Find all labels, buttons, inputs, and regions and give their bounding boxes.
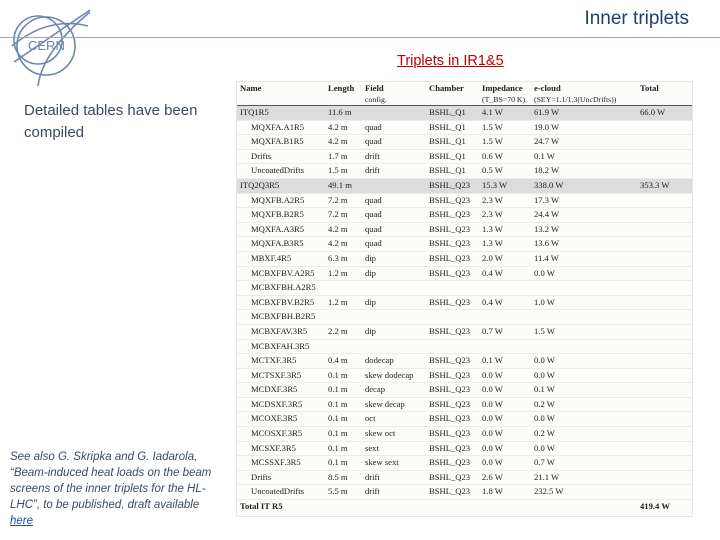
group-row	[237, 106, 692, 121]
table-cell: dip	[362, 295, 426, 310]
table-cell: 0.2 W	[531, 397, 637, 412]
table-cell: 0.1 W	[531, 149, 637, 164]
column-subheader: (SEY=1.1/1.3(UncDrifts))	[531, 94, 637, 106]
table-cell: 1.8 W	[479, 485, 531, 500]
table-cell: BSHL_Q23	[426, 295, 479, 310]
table-row	[237, 441, 692, 456]
note-text: Detailed tables have been compiled	[24, 102, 198, 141]
column-subheader	[426, 94, 479, 106]
table-cell	[637, 310, 692, 325]
footnote-text: See also G. Skripka and G. Iadarola, “Beam-induced heat loads on the beam screens of the inner triplets for the HL-LHC”, to be published, draft available	[10, 451, 212, 511]
table-cell: 5.5 m	[325, 485, 362, 500]
table-cell: MQXFB.A2R5	[237, 193, 325, 208]
draft-link[interactable]: here	[10, 515, 34, 527]
table-cell: 0.0 W	[531, 368, 637, 383]
table-cell: drift	[362, 470, 426, 485]
table-cell	[479, 281, 531, 296]
table-row	[237, 485, 692, 500]
table-row	[237, 120, 692, 135]
table-cell: MCBXFBH.B2R5	[237, 310, 325, 325]
table-cell: 0.4 m	[325, 354, 362, 369]
heat-load-table	[237, 82, 692, 514]
table-row	[237, 383, 692, 398]
table-cell: dodecap	[362, 354, 426, 369]
table-cell: 4.2 m	[325, 237, 362, 252]
table-cell: BSHL_Q23	[426, 441, 479, 456]
table-cell: quad	[362, 135, 426, 150]
table-cell: quad	[362, 193, 426, 208]
column-subheader	[637, 94, 692, 106]
table-cell: MQXFA.B3R5	[237, 237, 325, 252]
table-cell: 0.1 m	[325, 368, 362, 383]
table-cell: 1.5 W	[531, 324, 637, 339]
table-cell: BSHL_Q1	[426, 164, 479, 179]
table-row	[237, 266, 692, 281]
table-cell: 0.5 W	[479, 164, 531, 179]
table-cell: Drifts	[237, 149, 325, 164]
table-cell: 49.1 m	[325, 178, 362, 193]
table-cell: BSHL_Q1	[426, 106, 479, 121]
table-cell: BSHL_Q23	[426, 354, 479, 369]
table-cell: dip	[362, 251, 426, 266]
table-cell: BSHL_Q23	[426, 251, 479, 266]
table-row	[237, 281, 692, 296]
table-cell: 1.5 m	[325, 164, 362, 179]
table-cell: 21.1 W	[531, 470, 637, 485]
table-cell: drift	[362, 149, 426, 164]
table-cell: 0.1 m	[325, 427, 362, 442]
table-cell: 353.3 W	[637, 178, 692, 193]
table-cell: ITQ1R5	[237, 106, 325, 121]
column-header: Name	[240, 83, 262, 93]
table-cell: 0.1 W	[479, 354, 531, 369]
table-cell: ITQ2Q3R5	[237, 178, 325, 193]
table-cell: MCBXFBV.B2R5	[237, 295, 325, 310]
table-cell: 0.6 W	[479, 149, 531, 164]
table-cell: quad	[362, 120, 426, 135]
table-cell: 2.2 m	[325, 324, 362, 339]
table-cell: UncoatedDrifts	[237, 164, 325, 179]
title-divider	[0, 37, 720, 38]
table-cell	[362, 106, 426, 121]
table-cell: BSHL_Q1	[426, 135, 479, 150]
table-cell: drift	[362, 164, 426, 179]
table-cell: 0.4 W	[479, 266, 531, 281]
table-cell: 7.2 m	[325, 193, 362, 208]
table-row	[237, 222, 692, 237]
table-cell	[637, 354, 692, 369]
table-cell: MQXFA.A3R5	[237, 222, 325, 237]
table-cell: skew oct	[362, 427, 426, 442]
table-cell: BSHL_Q23	[426, 485, 479, 500]
table-cell: MCDXF.3R5	[237, 383, 325, 398]
table-cell	[637, 324, 692, 339]
table-cell: 0.1 W	[531, 383, 637, 398]
table-cell: MQXFA.A1R5	[237, 120, 325, 135]
table-cell: 18.2 W	[531, 164, 637, 179]
table-cell	[637, 456, 692, 471]
table-cell: oct	[362, 412, 426, 427]
table-cell: BSHL_Q23	[426, 266, 479, 281]
table-cell	[637, 470, 692, 485]
group-row	[237, 178, 692, 193]
table-cell	[637, 193, 692, 208]
table-cell: 0.0 W	[479, 456, 531, 471]
table-cell: 0.7 W	[479, 324, 531, 339]
table-cell: 0.0 W	[479, 412, 531, 427]
table-cell: BSHL_Q23	[426, 383, 479, 398]
table-cell: 0.4 W	[479, 295, 531, 310]
table-cell: skew decap	[362, 397, 426, 412]
table-cell: MCOSXF.3R5	[237, 427, 325, 442]
table-row	[237, 251, 692, 266]
table-cell	[531, 339, 637, 354]
table-row	[237, 295, 692, 310]
table-row	[237, 456, 692, 471]
table-cell: 0.0 W	[479, 441, 531, 456]
table-cell	[426, 310, 479, 325]
table-cell	[479, 500, 531, 514]
table-cell	[362, 310, 426, 325]
column-subheader	[325, 94, 362, 106]
column-header: Chamber	[429, 83, 464, 93]
table-row	[237, 135, 692, 150]
table-row	[237, 324, 692, 339]
table-cell: 0.0 W	[531, 441, 637, 456]
table-cell: 338.0 W	[531, 178, 637, 193]
table-cell: 4.1 W	[479, 106, 531, 121]
table-cell: MCBXFBV.A2R5	[237, 266, 325, 281]
table-cell	[426, 500, 479, 514]
table-cell: MCBXFAV.3R5	[237, 324, 325, 339]
table-cell: quad	[362, 237, 426, 252]
table-cell	[637, 412, 692, 427]
table-cell	[362, 500, 426, 514]
table-cell: 1.2 m	[325, 295, 362, 310]
cern-logo	[8, 6, 92, 88]
table-cell: skew dodecap	[362, 368, 426, 383]
table-cell: 19.0 W	[531, 120, 637, 135]
table-cell	[637, 149, 692, 164]
column-subheader: config.	[362, 94, 426, 106]
table-cell	[637, 281, 692, 296]
table-cell: 0.0 W	[531, 412, 637, 427]
table-row	[237, 310, 692, 325]
table-row	[237, 193, 692, 208]
table-cell	[479, 310, 531, 325]
table-cell: BSHL_Q23	[426, 412, 479, 427]
table-cell: 0.1 m	[325, 397, 362, 412]
table-cell	[637, 164, 692, 179]
table-cell: BSHL_Q23	[426, 368, 479, 383]
table-cell	[426, 281, 479, 296]
table-cell: MCOXF.3R5	[237, 412, 325, 427]
table-cell: 2.3 W	[479, 208, 531, 223]
table-cell: skew sext	[362, 456, 426, 471]
table-body	[237, 106, 692, 514]
table-cell: BSHL_Q23	[426, 208, 479, 223]
table-cell: MCBXFBH.A2R5	[237, 281, 325, 296]
table-cell: 0.0 W	[479, 427, 531, 442]
table-cell	[531, 500, 637, 514]
table-cell	[637, 266, 692, 281]
table-cell: MCBXFAH.3R5	[237, 339, 325, 354]
table-cell: 66.0 W	[637, 106, 692, 121]
table-cell	[637, 383, 692, 398]
table-row	[237, 339, 692, 354]
section-subtitle: Triplets in IR1&5	[397, 53, 504, 69]
table-cell	[637, 135, 692, 150]
table-cell: 232.5 W	[531, 485, 637, 500]
table-cell: BSHL_Q23	[426, 324, 479, 339]
table-cell: MBXF.4R5	[237, 251, 325, 266]
table-cell: BSHL_Q23	[426, 222, 479, 237]
table-row	[237, 368, 692, 383]
table-row	[237, 412, 692, 427]
heat-load-table-image	[237, 82, 692, 516]
table-cell: 7.2 m	[325, 208, 362, 223]
svg-text:CERN: CERN	[28, 38, 65, 53]
table-cell	[637, 485, 692, 500]
table-cell: Total IT R5	[237, 500, 325, 514]
table-cell: 1.0 W	[531, 295, 637, 310]
table-cell: 0.0 W	[479, 397, 531, 412]
table-cell: 0.0 W	[531, 266, 637, 281]
table-cell: 1.2 m	[325, 266, 362, 281]
table-cell: 2.3 W	[479, 193, 531, 208]
slide-title: Inner triplets	[584, 8, 689, 29]
table-cell: BSHL_Q23	[426, 178, 479, 193]
reference-footnote	[10, 449, 220, 529]
table-cell	[362, 339, 426, 354]
table-cell: MCTSXF.3R5	[237, 368, 325, 383]
table-cell	[531, 281, 637, 296]
table-cell: 8.5 m	[325, 470, 362, 485]
table-cell: UncoatedDrifts	[237, 485, 325, 500]
column-header: Field	[365, 83, 384, 93]
table-cell	[479, 339, 531, 354]
table-row	[237, 470, 692, 485]
table-cell: 13.6 W	[531, 237, 637, 252]
table-cell	[637, 208, 692, 223]
table-cell: Drifts	[237, 470, 325, 485]
table-cell: 24.4 W	[531, 208, 637, 223]
table-cell	[531, 310, 637, 325]
table-cell: 2.6 W	[479, 470, 531, 485]
table-cell: MQXFA.B1R5	[237, 135, 325, 150]
column-header: e-cloud	[534, 83, 561, 93]
table-cell: dip	[362, 324, 426, 339]
table-cell	[637, 397, 692, 412]
table-row	[237, 237, 692, 252]
table-row	[237, 397, 692, 412]
table-cell: 61.9 W	[531, 106, 637, 121]
table-cell	[637, 120, 692, 135]
total-row	[237, 500, 692, 514]
table-cell: MCSSXF.3R5	[237, 456, 325, 471]
table-cell: 1.3 W	[479, 237, 531, 252]
table-row	[237, 164, 692, 179]
table-row	[237, 427, 692, 442]
table-cell: quad	[362, 222, 426, 237]
table-cell	[637, 295, 692, 310]
table-cell: BSHL_Q1	[426, 149, 479, 164]
table-cell: 0.0 W	[479, 368, 531, 383]
table-cell: MCTXF.3R5	[237, 354, 325, 369]
table-cell: 2.0 W	[479, 251, 531, 266]
table-cell: 1.5 W	[479, 135, 531, 150]
table-cell: 13.2 W	[531, 222, 637, 237]
column-subheader: (T_BS=70 K)	[479, 94, 531, 106]
table-row	[237, 208, 692, 223]
table-cell: 0.1 m	[325, 383, 362, 398]
column-header: Total	[640, 83, 659, 93]
table-cell: MCSXF.3R5	[237, 441, 325, 456]
table-cell: drift	[362, 485, 426, 500]
table-cell: BSHL_Q23	[426, 427, 479, 442]
table-row	[237, 354, 692, 369]
table-cell: MCDSXF.3R5	[237, 397, 325, 412]
table-subheader	[237, 94, 692, 106]
table-cell	[325, 500, 362, 514]
table-cell: BSHL_Q23	[426, 193, 479, 208]
table-cell: 6.3 m	[325, 251, 362, 266]
table-cell	[637, 237, 692, 252]
table-cell: 4.2 m	[325, 135, 362, 150]
table-cell: 0.1 m	[325, 456, 362, 471]
table-cell	[637, 251, 692, 266]
table-cell: 15.3 W	[479, 178, 531, 193]
table-cell: 1.7 m	[325, 149, 362, 164]
table-cell: 0.2 W	[531, 427, 637, 442]
table-cell: 17.3 W	[531, 193, 637, 208]
table-cell: 4.2 m	[325, 222, 362, 237]
table-cell	[325, 281, 362, 296]
table-cell	[362, 178, 426, 193]
table-cell: BSHL_Q23	[426, 237, 479, 252]
table-cell	[637, 368, 692, 383]
column-subheader	[237, 94, 325, 106]
table-cell: 0.1 m	[325, 412, 362, 427]
table-cell	[637, 339, 692, 354]
table-cell: BSHL_Q23	[426, 397, 479, 412]
column-header: Length	[328, 83, 355, 93]
table-cell: BSHL_Q1	[426, 120, 479, 135]
table-cell: MQXFB.B2R5	[237, 208, 325, 223]
table-cell: BSHL_Q23	[426, 470, 479, 485]
table-cell	[637, 222, 692, 237]
table-row	[237, 149, 692, 164]
table-cell	[325, 310, 362, 325]
table-cell: 0.0 W	[479, 383, 531, 398]
table-cell: BSHL_Q23	[426, 456, 479, 471]
table-cell: 24.7 W	[531, 135, 637, 150]
table-cell: 0.7 W	[531, 456, 637, 471]
table-cell	[325, 339, 362, 354]
table-header	[237, 82, 692, 94]
table-cell: sext	[362, 441, 426, 456]
column-header: Impedance	[482, 83, 523, 93]
table-cell: quad	[362, 208, 426, 223]
table-cell	[426, 339, 479, 354]
table-cell: 4.2 m	[325, 120, 362, 135]
table-cell: 0.0 W	[531, 354, 637, 369]
table-cell: 419.4 W	[637, 500, 692, 514]
table-cell: dip	[362, 266, 426, 281]
table-cell: 1.5 W	[479, 120, 531, 135]
table-cell: 0.1 m	[325, 441, 362, 456]
table-cell: 11.6 m	[325, 106, 362, 121]
table-cell: 11.4 W	[531, 251, 637, 266]
table-cell	[637, 427, 692, 442]
table-cell	[362, 281, 426, 296]
table-cell: decap	[362, 383, 426, 398]
table-cell: 1.3 W	[479, 222, 531, 237]
table-cell	[637, 441, 692, 456]
